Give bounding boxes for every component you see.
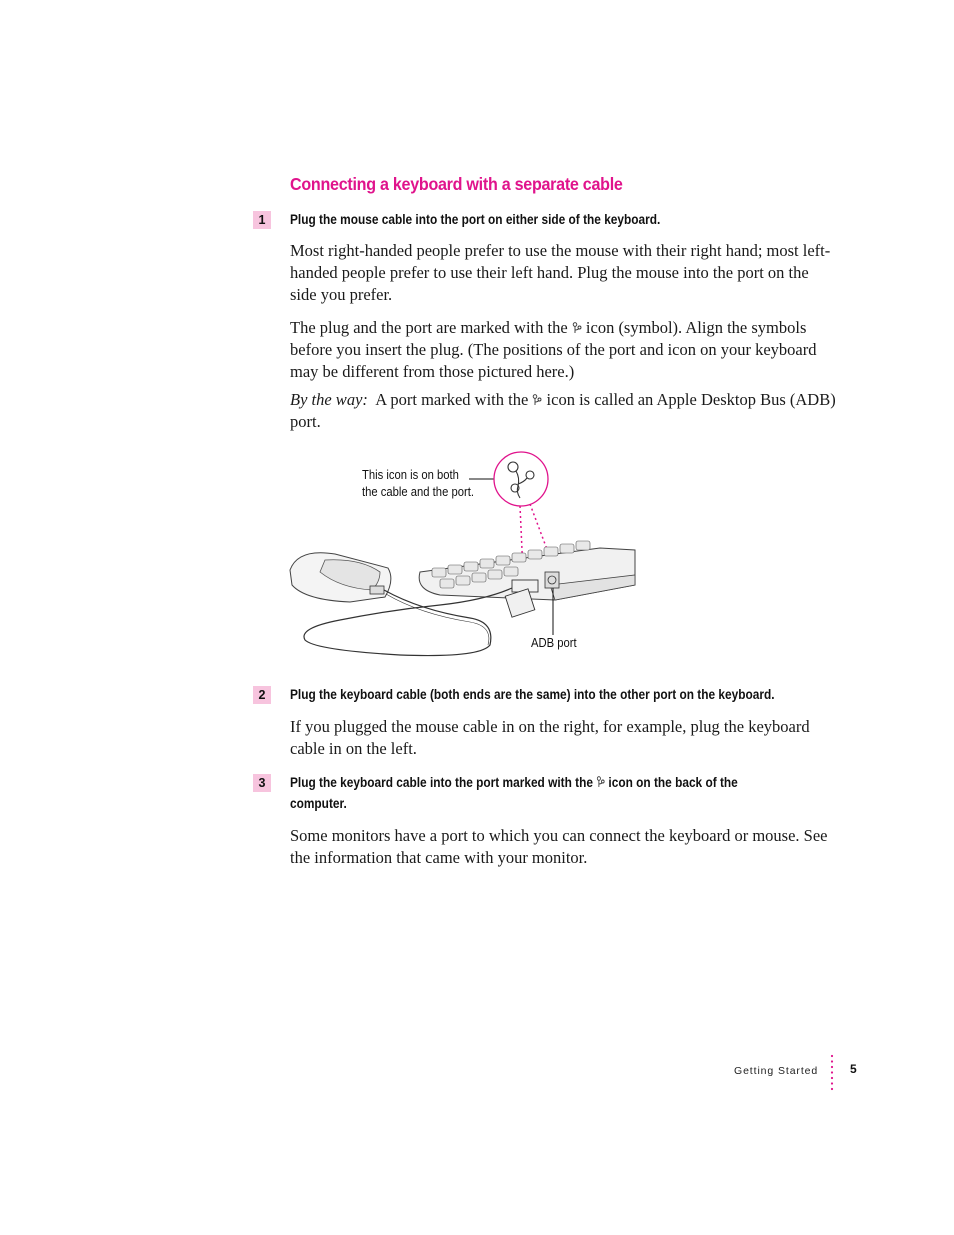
- section-title: Connecting a keyboard with a separate cable: [290, 174, 623, 194]
- paragraph-mouse-hand: [290, 240, 838, 306]
- paragraph-monitors: [290, 825, 838, 869]
- step-3-text: [290, 772, 738, 793]
- magnified-adb-icon-circle: [494, 452, 548, 506]
- text-run: icon is called an Apple Desktop Bus (ADB) port.: [290, 390, 836, 431]
- adb-icon: [596, 776, 605, 788]
- by-the-way-label: By the way:: [290, 390, 368, 409]
- figure-callout-line2: the cable and the port.: [362, 485, 474, 499]
- by-the-way-note: [290, 389, 838, 433]
- text-run: icon (symbol). Align the symbols before you insert the plug. (The positions of the port and icon on your keyboard may be different from those pictured here.): [290, 318, 817, 381]
- step-1-number: 1: [253, 211, 271, 229]
- figure-callout-line1: This icon is on both: [362, 468, 459, 482]
- adb-port-label: ADB port: [531, 636, 577, 650]
- paragraph-keyboard-left: [290, 716, 838, 760]
- adb-port: [545, 572, 559, 588]
- text-run: A port marked with the: [375, 390, 529, 409]
- step-2-number: 2: [253, 686, 271, 704]
- mouse: [290, 553, 391, 602]
- paragraph-text: Some monitors have a port to which you can connect the keyboard or mouse. See the information that came with your monitor.: [290, 826, 828, 867]
- adb-icon: [572, 322, 582, 334]
- step-3-text-line2: computer.: [290, 796, 347, 811]
- page-number: 5: [850, 1062, 857, 1076]
- step-2-text: Plug the keyboard cable (both ends are the same) into the other port on the keyboard.: [290, 687, 775, 702]
- text-run: icon on the back of the: [608, 775, 738, 790]
- paragraph-text: [290, 317, 838, 383]
- adb-icon: [532, 394, 542, 406]
- paragraph-text: [290, 389, 838, 433]
- paragraph-plug-symbols: [290, 317, 838, 383]
- footer-section-name: Getting Started: [734, 1065, 819, 1077]
- step-1-text: Plug the mouse cable into the port on either side of the keyboard.: [290, 212, 661, 227]
- step-3-number: 3: [253, 774, 271, 792]
- text-run: The plug and the port are marked with the: [290, 318, 568, 337]
- paragraph-text: Most right-handed people prefer to use the mouse with their right hand; most left-handed people prefer to use their left hand. Plug the mouse into the port on the side you prefer.: [290, 241, 831, 304]
- text-run: Plug the keyboard cable into the port marked with the: [290, 775, 593, 790]
- keyboard-mouse-illustration: [280, 440, 650, 670]
- paragraph-text: If you plugged the mouse cable in on the right, for example, plug the keyboard cable in on the left.: [290, 717, 810, 758]
- footer-dotted-divider: [830, 1054, 834, 1094]
